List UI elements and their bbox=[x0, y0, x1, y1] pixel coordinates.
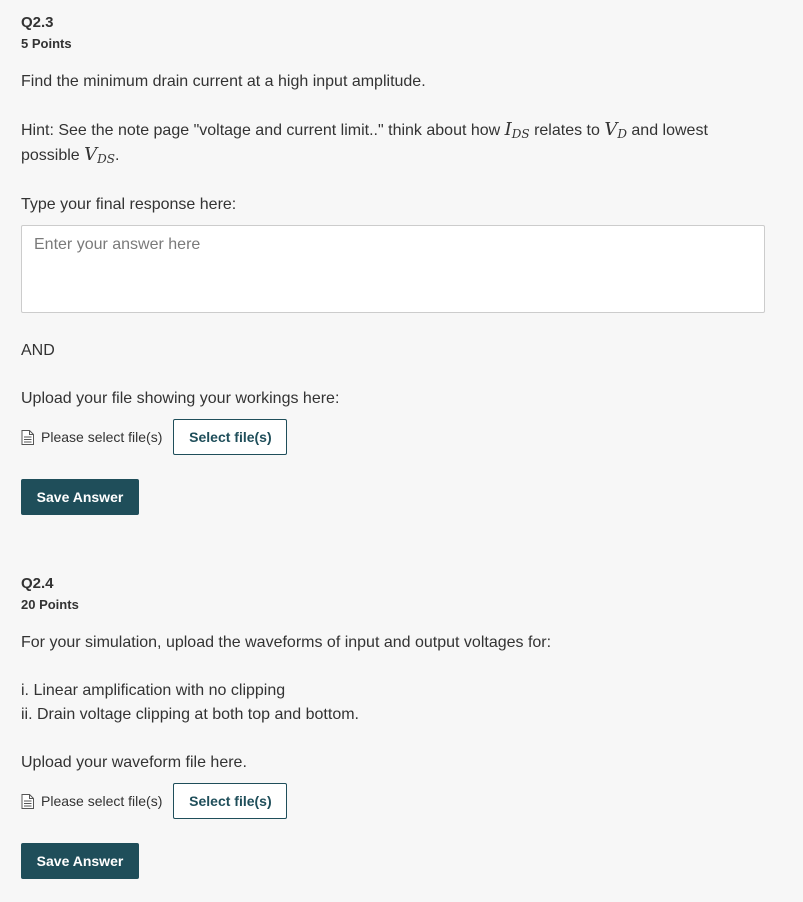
save-answer-button[interactable]: Save Answer bbox=[21, 479, 139, 515]
ids-base: I bbox=[504, 119, 512, 140]
file-status bbox=[21, 793, 162, 809]
hint-prefix: Hint: See the note page "voltage and current limit.." think about how bbox=[21, 122, 505, 139]
file-icon bbox=[21, 430, 34, 445]
question-points: 20 Points bbox=[21, 597, 79, 612]
list-item: ii. Drain voltage clipping at both top and bottom. bbox=[21, 706, 359, 723]
upload-label: Upload your waveform file here. bbox=[21, 754, 247, 771]
vds-symbol bbox=[84, 144, 115, 165]
vds-sub: DS bbox=[97, 152, 115, 166]
question-title: Q2.4 bbox=[21, 575, 54, 592]
vds-base: V bbox=[84, 144, 98, 165]
hint-mid: relates to bbox=[529, 122, 605, 139]
list-item: i. Linear amplification with no clipping bbox=[21, 682, 286, 699]
save-answer-button[interactable]: Save Answer bbox=[21, 843, 139, 879]
question-hint bbox=[21, 118, 767, 168]
select-files-button[interactable]: Select file(s) bbox=[173, 783, 287, 819]
upload-label: Upload your file showing your workings here: bbox=[21, 390, 340, 407]
upload-row bbox=[21, 419, 287, 455]
hint-after-vd: and lowest possible bbox=[21, 122, 708, 164]
file-status-text: Please select file(s) bbox=[41, 793, 163, 809]
and-label: AND bbox=[21, 342, 55, 359]
answer-input[interactable] bbox=[22, 226, 764, 312]
file-status-text: Please select file(s) bbox=[41, 429, 163, 445]
question-points: 5 Points bbox=[21, 36, 72, 51]
vd-base: V bbox=[604, 119, 618, 140]
question-q2-4 bbox=[21, 575, 767, 869]
question-prompt: For your simulation, upload the waveforms of input and output voltages for: bbox=[21, 634, 552, 651]
upload-row bbox=[21, 783, 287, 819]
question-q2-3 bbox=[21, 14, 767, 505]
ids-symbol bbox=[505, 119, 530, 140]
select-files-button[interactable]: Select file(s) bbox=[173, 419, 287, 455]
response-label: Type your final response here: bbox=[21, 196, 237, 213]
vd-symbol bbox=[604, 119, 627, 140]
hint-end: . bbox=[115, 147, 120, 164]
question-title: Q2.3 bbox=[21, 14, 54, 31]
file-icon bbox=[21, 794, 34, 809]
answer-box bbox=[21, 225, 765, 313]
question-prompt: Find the minimum drain current at a high input amplitude. bbox=[21, 73, 426, 90]
file-status bbox=[21, 429, 162, 445]
vd-sub: D bbox=[617, 127, 627, 141]
ids-sub: DS bbox=[511, 127, 530, 141]
